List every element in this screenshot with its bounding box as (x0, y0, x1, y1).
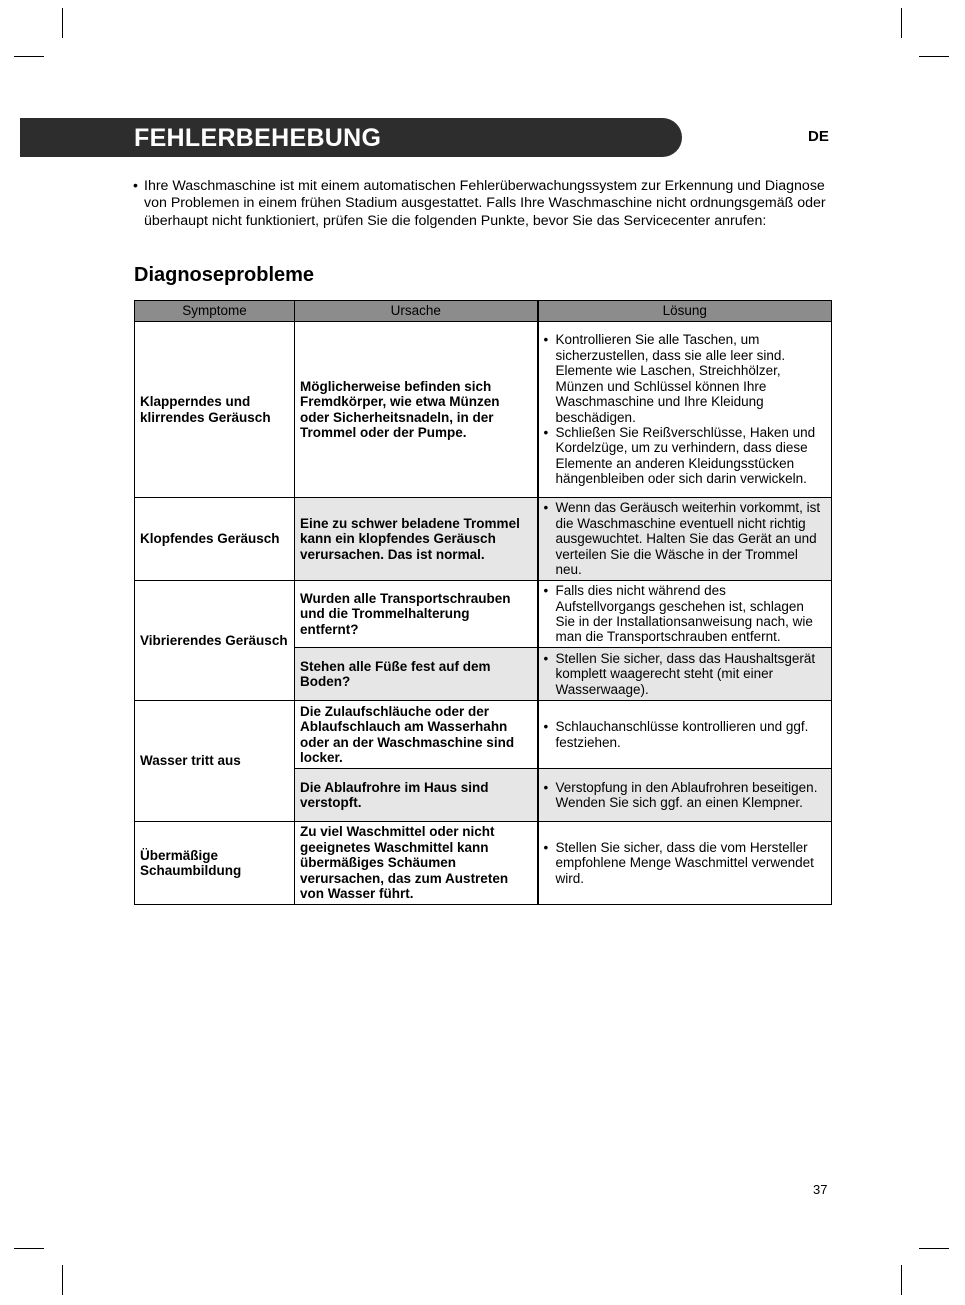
list-item: • Schließen Sie Reißverschlüsse, Haken und Kordelzüge, um zu verhindern, dass diese Elemente an anderen Kleidungsstücken hängenbleiben oder sich darin verwickeln. (544, 425, 827, 487)
symptom-cell: Übermäßige Schaumbildung (135, 822, 295, 905)
page-title: FEHLERBEHEBUNG (134, 124, 382, 152)
header-cause: Ursache (295, 301, 538, 322)
list-item: • Falls dies nicht während des Aufstellvorgangs geschehen ist, schlagen Sie in der Installationsanweisung nach, wie man die Transportschrauben entfernt. (544, 583, 827, 645)
crop-mark (901, 8, 902, 38)
solution-cell (538, 822, 832, 905)
header-solution: Lösung (538, 301, 832, 322)
bullet-icon: • (133, 178, 138, 194)
list-item: • Verstopfung in den Ablaufrohren beseitigen. Wenden Sie sich ggf. an einen Klempner. (544, 780, 827, 811)
list-item: • Wenn das Geräusch weiterhin vorkommt, ist die Waschmaschine eventuell nicht richtig ausgewuchtet. Halten Sie das Gerät an und verteilen Sie die Wäsche in der Trommel neu. (544, 500, 827, 577)
solution-cell (538, 769, 832, 822)
solution-cell (538, 581, 832, 648)
table-header-row (135, 301, 832, 322)
symptom-cell: Klopfendes Geräusch (135, 498, 295, 581)
list-item: • Schlauchanschlüsse kontrollieren und ggf. festziehen. (544, 719, 827, 750)
cause-cell: Zu viel Waschmittel oder nicht geeignetes Waschmittel kann übermäßiges Schäumen verursachen, das zum Austreten von Wasser führt. (295, 822, 538, 905)
symptom-cell: Wasser tritt aus (135, 701, 295, 822)
cause-cell: Die Zulaufschläuche oder der Ablaufschlauch am Wasserhahn oder an der Waschmaschine sind locker. (295, 701, 538, 769)
section-title: Diagnoseprobleme (134, 264, 315, 286)
crop-mark (919, 56, 949, 57)
language-code: DE (808, 128, 829, 145)
crop-mark (901, 1265, 902, 1295)
intro-text: Ihre Waschmaschine ist mit einem automatischen Fehlerüberwachungssystem zur Erkennung und Diagnose von Problemen in einem frühen Stadium ausgestattet. Falls Ihre Waschmaschine nicht ordnungsgemäß oder überhaupt nicht funktioniert, prüfen Sie die folgenden Punkte, bevor Sie das Servicecenter anrufen: (144, 178, 826, 229)
crop-mark (62, 1265, 63, 1295)
list-item: • Stellen Sie sicher, dass das Haushaltsgerät komplett waagerecht steht (mit einer Wasserwaage). (544, 651, 827, 697)
table-row (135, 701, 832, 769)
symptom-cell: Vibrierendes Geräusch (135, 581, 295, 701)
page-number: 37 (813, 1182, 828, 1197)
cause-cell: Die Ablaufrohre im Haus sind verstopft. (295, 769, 538, 822)
crop-mark (14, 56, 44, 57)
solution-cell (538, 322, 832, 498)
solution-cell (538, 498, 832, 581)
list-item: • Kontrollieren Sie alle Taschen, um sicherzustellen, dass sie alle leer sind. Elemente wie Laschen, Streichhölzer, Münzen und Schlüssel können Ihre Waschmaschine und Ihre Kleidung beschädigen. (544, 332, 827, 424)
cause-cell: Wurden alle Transportschrauben und die Trommelhalterung entfernt? (295, 581, 538, 648)
solution-cell (538, 648, 832, 701)
crop-mark (62, 8, 63, 38)
table-row (135, 498, 832, 581)
cause-cell: Möglicherweise befinden sich Fremdkörper, wie etwa Münzen oder Sicherheitsnadeln, in der Trommel oder der Pumpe. (295, 322, 538, 498)
solution-cell (538, 701, 832, 769)
table-row (135, 581, 832, 648)
crop-mark (14, 1248, 44, 1249)
diagnosis-table (134, 300, 832, 905)
cause-cell: Stehen alle Füße fest auf dem Boden? (295, 648, 538, 701)
crop-mark (919, 1248, 949, 1249)
symptom-cell: Klapperndes und klirrendes Geräusch (135, 322, 295, 498)
header-symptom: Symptome (135, 301, 295, 322)
title-banner (20, 118, 682, 157)
table-row (135, 322, 832, 498)
list-item: • Stellen Sie sicher, dass die vom Hersteller empfohlene Menge Waschmittel verwendet wird. (544, 840, 827, 886)
cause-cell: Eine zu schwer beladene Trommel kann ein klopfendes Geräusch verursachen. Das ist normal. (295, 498, 538, 581)
intro-paragraph (133, 178, 833, 230)
table-row (135, 822, 832, 905)
